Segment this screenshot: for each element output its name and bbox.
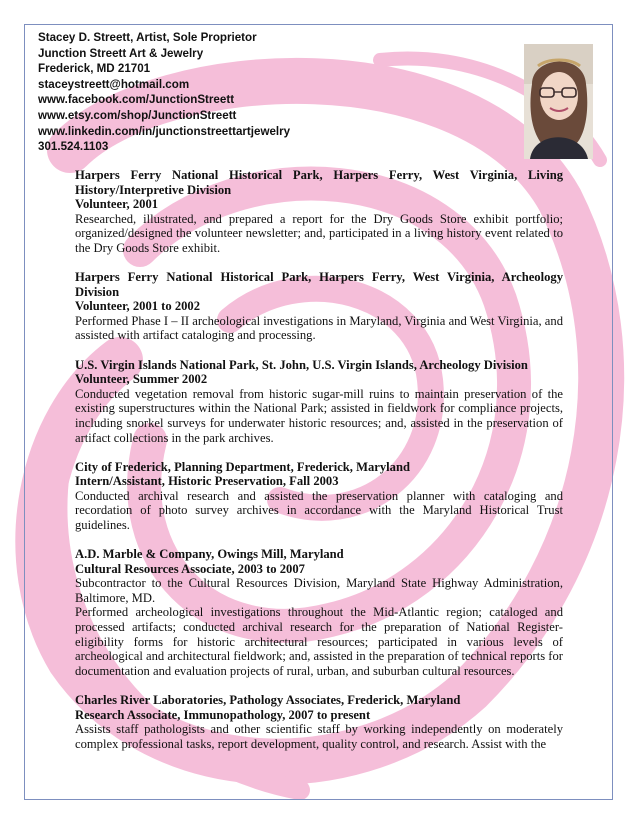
entry-organization: U.S. Virgin Islands National Park, St. John, U.S. Virgin Islands, Archeology Division [75,357,528,372]
phone-number: 301.524.1103 [38,140,109,154]
entry-organization: City of Frederick, Planning Department, Frederick, Maryland [75,459,410,474]
entry-description: Conducted vegetation removal from historic sugar-mill ruins to maintain preservation of the existing superstructures within the National Park; assisted in fieldwork for compliance projects, including snorkel surveys for underwater historic resources; and, assisted in the preservation of artifact collections in the park archives. [75,386,563,445]
experience-entry [75,358,563,446]
entry-organization: Harpers Ferry National Historical Park, Harpers Ferry, West Virginia, Living History/Interpretive Division [75,168,563,197]
entry-description-detail: Performed archeological investigations throughout the Mid-Atlantic region; cataloged and processed artifacts; conducted archival research for the preparation of National Register-eligibility forms for historic architectural resources; participated in various levels of archeological and architectural fieldwork; and, assisted in the preparation of technical reports for documentation and evaluation projects of rural, urban, and suburban cultural resources. [75,605,563,678]
entry-description: Conducted archival research and assisted the preservation planner with cataloging and recordation of photo survey archives in accordance with the Maryland Historical Trust guidelines. [75,488,563,532]
entry-description: Researched, illustrated, and prepared a report for the Dry Goods Store exhibit portfolio; organized/designed the volunteer newsletter; and, participated in a living history event related to the Dry Goods Store exhibit. [75,211,563,255]
city-line: Frederick, MD 21701 [38,62,151,76]
business-name: Junction Streett Art & Jewelry [38,46,204,60]
contact-header [38,30,508,155]
experience-list [75,168,563,766]
email-link[interactable]: staceystreett@hotmail.com [38,77,190,91]
entry-organization: Charles River Laboratories, Pathology Associates, Frederick, Maryland [75,692,461,707]
profile-photo [524,44,593,159]
entry-description: Performed Phase I – II archeological investigations in Maryland, Virginia and West Virginia, and assisted with artifact cataloging and processing. [75,313,563,343]
entry-description: Subcontractor to the Cultural Resources Division, Maryland State Highway Administration, Baltimore, MD. [75,576,563,605]
experience-entry [75,547,563,678]
entry-role: Cultural Resources Associate, 2003 to 2007 [75,561,305,576]
name-line: Stacey D. Streett, Artist, Sole Proprietor [38,31,257,44]
entry-role: Volunteer, 2001 to 2002 [75,299,201,314]
entry-role: Research Associate, Immunopathology, 2007 to present [75,707,371,722]
etsy-link[interactable]: www.etsy.com/shop/JunctionStreett [38,108,237,122]
entry-role: Volunteer, Summer 2002 [75,372,208,387]
entry-organization: Harpers Ferry National Historical Park, Harpers Ferry, West Virginia, Archeology Division [75,270,563,299]
experience-entry [75,460,563,533]
experience-entry [75,693,563,751]
facebook-link[interactable]: www.facebook.com/JunctionStreett [38,93,235,107]
linkedin-link[interactable]: www.linkedin.com/in/junctionstreettartjewelry [38,124,291,138]
entry-role: Intern/Assistant, Historic Preservation, Fall 2003 [75,474,339,489]
experience-entry [75,270,563,343]
entry-role: Volunteer, 2001 [75,197,159,212]
entry-organization: A.D. Marble & Company, Owings Mill, Maryland [75,547,344,562]
entry-description: Assists staff pathologists and other scientific staff by working independently on moderately complex professional tasks, report development, quality control, and research. Assist with the [75,722,563,751]
experience-entry [75,168,563,256]
